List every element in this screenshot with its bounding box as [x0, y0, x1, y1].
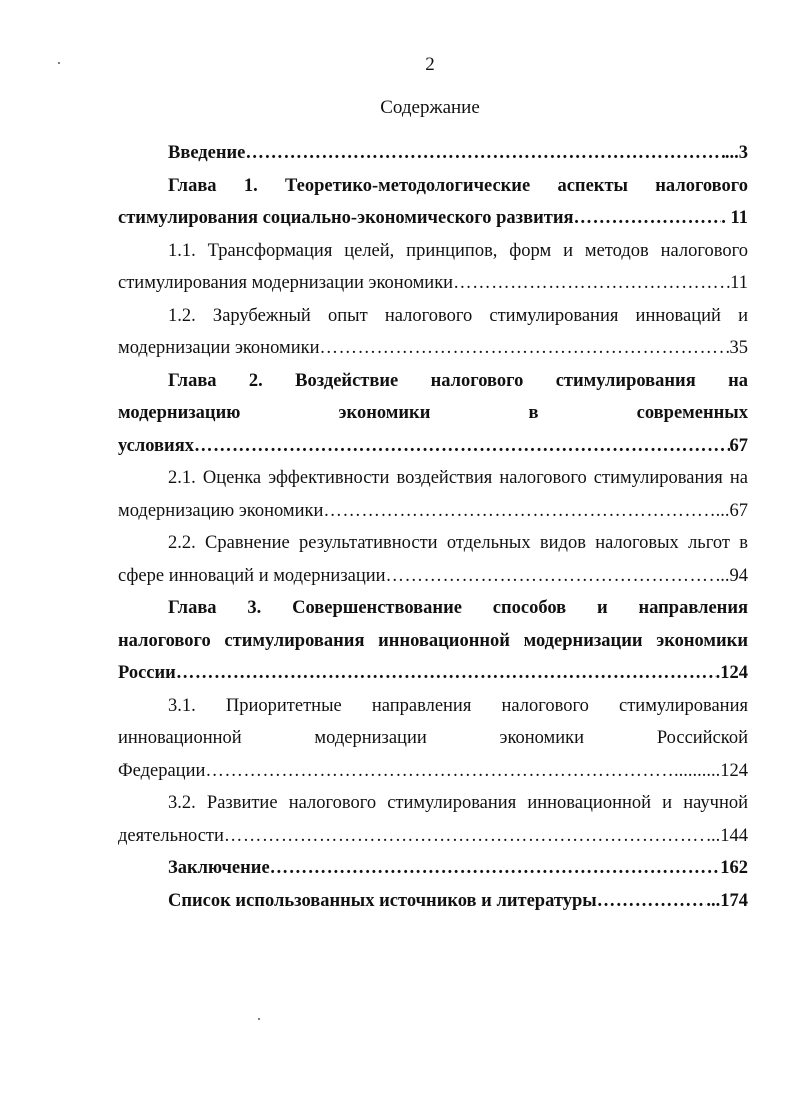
toc-page: ...3 — [724, 143, 748, 163]
dot-leader — [386, 564, 716, 588]
dot-leader — [574, 206, 722, 230]
toc-title: деятельности — [118, 825, 224, 846]
toc-page: ...94 — [715, 565, 748, 586]
toc-section-1-1-line-1[interactable]: 1.1. Трансформация целей, принципов, форм и методов налогового — [168, 240, 748, 261]
toc-page: 67 — [729, 435, 748, 456]
toc-page: ..........124 — [674, 760, 748, 781]
dot-leader — [453, 271, 730, 295]
toc-section-1-1-line-2[interactable] — [118, 271, 748, 304]
toc-chapter-3-line-1[interactable]: Глава 3. Совершенствование способов и направления — [168, 598, 748, 618]
toc-chapter-2-line-2[interactable]: модернизацию экономики в современных — [118, 403, 748, 423]
toc-title: Введение — [168, 143, 246, 163]
toc-page: 35 — [729, 338, 748, 358]
toc-title: модернизации экономики — [118, 338, 320, 358]
toc-chapter-3-line-3[interactable] — [118, 661, 748, 694]
dot-leader — [224, 824, 706, 848]
toc-section-3-2-line-2[interactable] — [118, 824, 748, 857]
toc-title: Заключение — [168, 858, 270, 878]
dot-leader — [194, 434, 730, 458]
toc-section-3-2-line-1[interactable]: 3.2. Развитие налогового стимулирования инновационной и научной — [168, 793, 748, 813]
page-number: 2 — [425, 54, 435, 75]
toc-section-2-1-line-2[interactable] — [118, 499, 748, 532]
toc-section-2-1-line-1[interactable]: 2.1. Оценка эффективности воздействия налогового стимулирования на — [168, 468, 748, 488]
dot-leader — [270, 856, 721, 880]
toc-page: ...67 — [715, 500, 748, 521]
scan-speck — [258, 1018, 260, 1020]
toc-section-3-1-line-2[interactable]: инновационной модернизации экономики Российской — [118, 728, 748, 748]
page-title: Содержание — [380, 97, 480, 118]
toc-page: 11 — [730, 273, 748, 293]
dot-leader — [597, 889, 707, 913]
toc-section-3-1-line-3[interactable] — [118, 759, 748, 792]
dot-leader — [323, 499, 715, 523]
toc-section-2-2-line-1[interactable]: 2.2. Сравнение результативности отдельных видов налоговых льгот в — [168, 533, 748, 553]
dot-leader — [245, 141, 724, 165]
toc-title: стимулирования модернизации экономики — [118, 273, 454, 293]
toc-title: Список использованных источников и литературы — [168, 890, 597, 911]
toc-page: .124 — [715, 663, 748, 683]
toc-page: ...174 — [706, 890, 748, 911]
toc-title: России — [118, 663, 176, 683]
dot-leader — [176, 661, 716, 685]
toc-chapter-2-line-1[interactable]: Глава 2. Воздействие налогового стимулирования на — [168, 370, 748, 391]
dot-leader — [319, 336, 729, 360]
toc-title: модернизацию экономики — [118, 500, 324, 521]
toc-chapter-3-line-2[interactable]: налогового стимулирования инновационной модернизации экономики — [118, 630, 748, 651]
toc-entry-intro[interactable] — [118, 141, 748, 174]
toc-entry-sources[interactable] — [118, 889, 748, 922]
toc-chapter-1-line-2[interactable] — [118, 206, 748, 239]
toc-title: стимулирования социально-экономического развития — [118, 208, 574, 228]
toc-chapter-1-line-1[interactable]: Глава 1. Теоретико-методологические аспекты налогового — [168, 175, 748, 196]
toc-title: Федерации — [118, 760, 206, 781]
toc-page: . 11 — [721, 208, 748, 228]
toc-entry-conclusion[interactable] — [118, 856, 748, 889]
toc-section-1-2-line-1[interactable]: 1.2. Зарубежный опыт налогового стимулирования инноваций и — [168, 305, 748, 326]
toc-page: ...144 — [706, 825, 748, 846]
toc-chapter-2-line-3[interactable] — [118, 434, 748, 467]
table-of-contents — [118, 141, 748, 921]
dot-leader — [205, 759, 674, 783]
toc-title: сфере инноваций и модернизации — [118, 565, 386, 586]
toc-section-1-2-line-2[interactable] — [118, 336, 748, 369]
toc-page: 162 — [720, 858, 748, 878]
toc-section-2-2-line-2[interactable] — [118, 564, 748, 597]
toc-title: условиях — [118, 435, 194, 456]
toc-section-3-1-line-1[interactable]: 3.1. Приоритетные направления налогового стимулирования — [168, 695, 748, 716]
